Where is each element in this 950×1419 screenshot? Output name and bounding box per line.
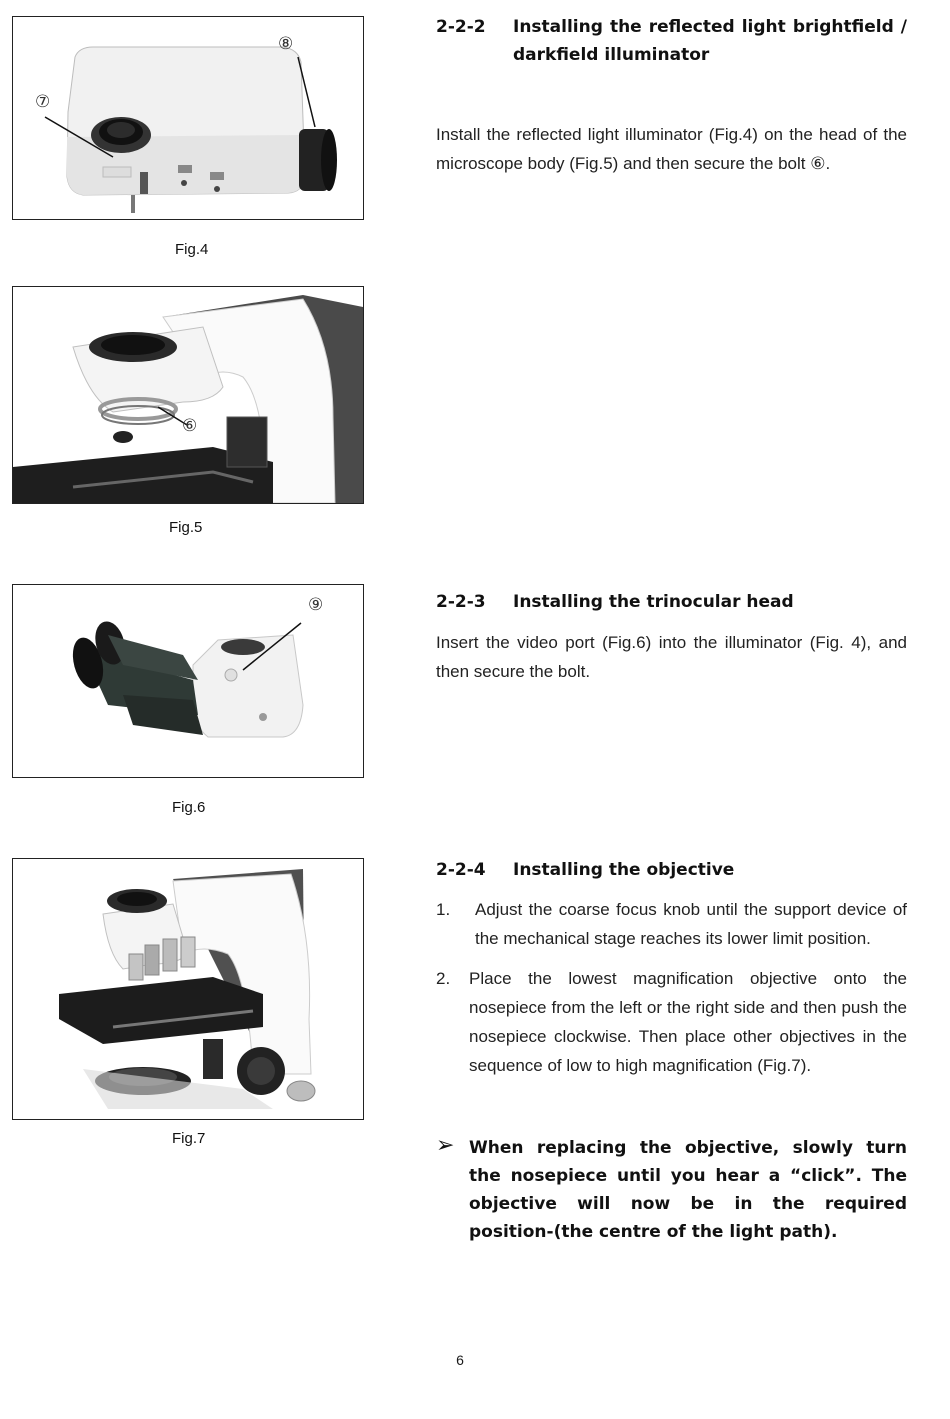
list-marker: 1. [436, 900, 451, 919]
figure-5-caption: Fig.5 [169, 519, 203, 536]
callout-7: ⑦ [35, 92, 51, 112]
figure-7-image [12, 858, 364, 1120]
illuminator-illustration [13, 17, 363, 219]
section-2-2-3-body: Insert the video port (Fig.6) into the illuminator (Fig. 4), and then secure the bolt. [436, 633, 907, 681]
list-marker: 2. [436, 969, 451, 988]
section-number: 2-2-2 [436, 17, 486, 37]
section-2-2-2-heading [436, 17, 907, 77]
callout-9: ⑨ [308, 595, 324, 615]
figure-6-caption: Fig.6 [172, 799, 206, 816]
note-text: When replacing the objective, slowly turn the nosepiece until you hear a “click”. The objective will now be in the required position-(the centre of the light path). [469, 1138, 907, 1242]
microscope-illustration [13, 859, 363, 1119]
section-2-2-3-heading [436, 592, 907, 616]
microscope-head-illustration [13, 287, 363, 503]
page-number: 6 [456, 1352, 464, 1368]
figure-5-image [12, 286, 364, 504]
section-title-line-1: Installing the reflected light brightfield / [513, 17, 907, 37]
section-2-2-2-body: Install the reflected light illuminator (Fig.4) on the head of the microscope body (Fig.5) and then secure the bolt ⑥. [436, 125, 907, 173]
list-item [436, 895, 907, 955]
callout-8: ⑧ [278, 34, 294, 54]
arrow-bullet-icon: ➢ [436, 1133, 455, 1158]
section-title-line-2: darkfield illuminator [513, 45, 710, 65]
section-title: Installing the objective [513, 860, 735, 880]
section-number: 2-2-3 [436, 592, 486, 612]
callout-6: ⑥ [182, 416, 198, 436]
figure-4-caption: Fig.4 [175, 241, 209, 258]
section-number: 2-2-4 [436, 860, 486, 880]
list-text: Adjust the coarse focus knob until the support device of the mechanical stage reaches its lower limit position. [475, 900, 907, 948]
section-2-2-4-heading [436, 860, 907, 884]
list-item [436, 964, 907, 1084]
list-text: Place the lowest magnification objective onto the nosepiece from the left or the right side and then push the nosepiece clockwise. Then place other objectives in the sequence of low to high magnification (Fig.7). [469, 969, 907, 1075]
figure-4-image [12, 16, 364, 220]
note-callout [436, 1134, 907, 1254]
figure-7-caption: Fig.7 [172, 1130, 206, 1147]
section-title: Installing the trinocular head [513, 592, 794, 612]
